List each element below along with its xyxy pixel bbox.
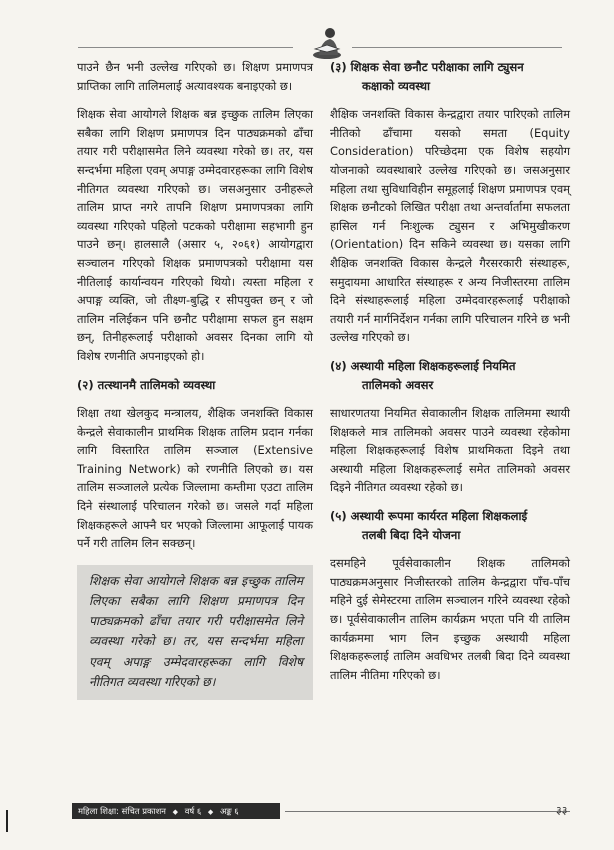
heading-line: तलबी बिदा दिने योजना bbox=[362, 527, 461, 542]
paragraph: शिक्षक सेवा आयोगले शिक्षक बन्न इच्छुक तालिम लिएका सबैका लागि शिक्षण प्रमाणपत्र दिन पाठ्यक्रमको ढाँचा तयार गरी परीक्षासमेत लिने व्यवस्था गरेको छ। तर, यस सन्दर्भमा महिला एवम् अपाङ्ग उम्मेदवारहरूका लागि विशेष नीतिगत व्यवस्था गरिएको छ। जसअनुसार उनीहरूले तालिम प्राप्त नगरे तापनि शिक्षण प्रमाणपत्रका लागि व्यवस्था गरिएको पहिलो पटकको परीक्षामा सहभागी हुन पाउने छन्। हालसालै (असार ५, २०६१) आयोगद्वारा सञ्चालन गरिएको शिक्षक प्रमाणपत्रको परीक्षामा यस नीतिलाई कार्यान्वयन गरिएको थियो। त्यस्ता महिला र अपाङ्ग व्यक्ति, जो तीक्ष्ण-बुद्धि र सीपयुक्त छन् र जो तालिम नलिईकन पनि छनौट परीक्षामा सफल हुन सक्षम छन्, तिनीहरूलाई परीक्षाको अवसर दिनका लागि यो विशेष रणनीति अपनाइएको हो। bbox=[77, 107, 313, 363]
volume-label: वर्ष ६ bbox=[184, 806, 202, 816]
page-number: ३३ bbox=[556, 804, 568, 817]
heading-line: (३) शिक्षक सेवा छनौट परीक्षाका लागि ट्युसन bbox=[330, 60, 524, 74]
left-column bbox=[77, 58, 313, 700]
paragraph: पाउने छैन भनी उल्लेख गरिएको छ। शिक्षण प्रमाणपत्र प्राप्तिका लागि तालिमलाई अत्यावश्यक बनाइएको छ। bbox=[77, 60, 313, 93]
pull-quote: शिक्षक सेवा आयोगले शिक्षक बन्न इच्छुक तालिम लिएका सबैका लागि शिक्षण प्रमाणपत्र दिन पाठ्यक्रमको ढाँचा तयार गरी परीक्षासमेत लिने व्यवस्था गरेको छ। तर, यस सन्दर्भमा महिला एवम् अपाङ्ग उम्मेदवारहरूका लागि विशेष नीतिगत व्यवस्था गरिएको छ। bbox=[77, 565, 313, 700]
footer-rule bbox=[285, 811, 570, 812]
heading-line: कक्षाको व्यवस्था bbox=[362, 78, 430, 93]
header-rule-right bbox=[352, 47, 562, 48]
journal-name: महिला शिक्षा: संचित प्रकाशन bbox=[78, 806, 166, 816]
reading-figure-icon bbox=[305, 25, 349, 61]
section-heading: (२) तत्स्थानमै तालिमको व्यवस्था bbox=[77, 377, 216, 392]
diamond-icon: ◆ bbox=[172, 808, 179, 816]
section-heading bbox=[330, 507, 570, 544]
section-heading bbox=[330, 58, 570, 95]
header-rule-left bbox=[78, 47, 293, 48]
diamond-icon: ◆ bbox=[207, 808, 214, 816]
heading-line: तालिमको अवसर bbox=[362, 377, 434, 392]
heading-line: (५) अस्थायी रूपमा कार्यरत महिला शिक्षकलाई bbox=[330, 509, 528, 524]
heading-line: (४) अस्थायी महिला शिक्षकहरूलाई नियमित bbox=[330, 358, 516, 373]
right-column bbox=[330, 58, 570, 684]
paragraph: शैक्षिक जनशक्ति विकास केन्द्रद्वारा तयार पारिएको तालिम नीतिको ढाँचामा यसको समता (Equity Consideration) परिच्छेदमा एक विशेष सहयोग योजनाको व्यवस्थाबारे उल्लेख गरिएको छ। जसअनुसार महिला तथा सुविधाविहीन समूहलाई शिक्षण प्रमाणपत्र एवम् शिक्षक छनौटको लिखित परीक्षा तथा अन्तर्वार्तामा सफलता हासिल गर्न निःशुल्क ट्युसन र अभिमुखीकरण (Orientation) दिन सकिने व्यवस्था छ। यसका लागि शैक्षिक जनशक्ति विकास केन्द्रले गैरसरकारी संस्थाहरू, समुदायमा आधारित संस्थाहरू र अन्य निजीस्तरमा तालिम दिने संस्थाहरूलाई महिला उम्मेदवारहरूलाई परीक्षाको तयारी गर्न मार्गनिर्देशन गर्नका लागि परिचालन गरिने छ भनी उल्लेख गरिएको छ। bbox=[330, 107, 570, 345]
paragraph: शिक्षा तथा खेलकुद मन्त्रालय, शैक्षिक जनशक्ति विकास केन्द्रले सेवाकालीन प्राथमिक शिक्षक तालिम प्रदान गर्नका लागि विस्तारित तालिम सञ्जाल (Extensive Training Network) को रणनीति लिएको छ। यस तालिम सञ्जालले प्रत्येक जिल्लामा कम्तीमा एउटा तालिम दिने संस्थालाई परिचालन गरेको छ। जसले गर्दा महिला शिक्षकहरूले आफ्नै घर भएको जिल्लामा आफूलाई पायक पर्ने गरी तालिम लिन सक्छन्। bbox=[77, 406, 313, 551]
footer-banner bbox=[72, 803, 280, 819]
margin-mark bbox=[6, 810, 8, 832]
issue-label: अङ्क ६ bbox=[219, 806, 239, 816]
section-heading bbox=[330, 357, 570, 394]
paragraph: दसमहिने पूर्वसेवाकालीन शिक्षक तालिमको पाठ्यक्रमअनुसार निजीस्तरको तालिम केन्द्रद्वारा पाँच-पाँच महिने दुई सेमेस्टरमा तालिम सञ्चालन गरिने व्यवस्था रहेको छ। पूर्वसेवाकालीन तालिम कार्यक्रम भएता पनि यी तालिम कार्यक्रममा भाग लिन इच्छुक अस्थायी महिला शिक्षकहरूलाई तालिम अवधिभर तलबी बिदा दिने व्यवस्था तालिम नीतिमा गरिएको छ। bbox=[330, 556, 570, 682]
paragraph: साधारणतया नियमित सेवाकालीन शिक्षक तालिममा स्थायी शिक्षकले मात्र तालिमको अवसर पाउने व्यवस्था रहेकोमा महिला शिक्षकहरूलाई विशेष प्राथमिकता दिइने तथा अस्थायी महिला शिक्षकहरूलाई समेत तालिमको अवसर दिइने नीतिगत व्यवस्था रहेको छ। bbox=[330, 406, 570, 495]
